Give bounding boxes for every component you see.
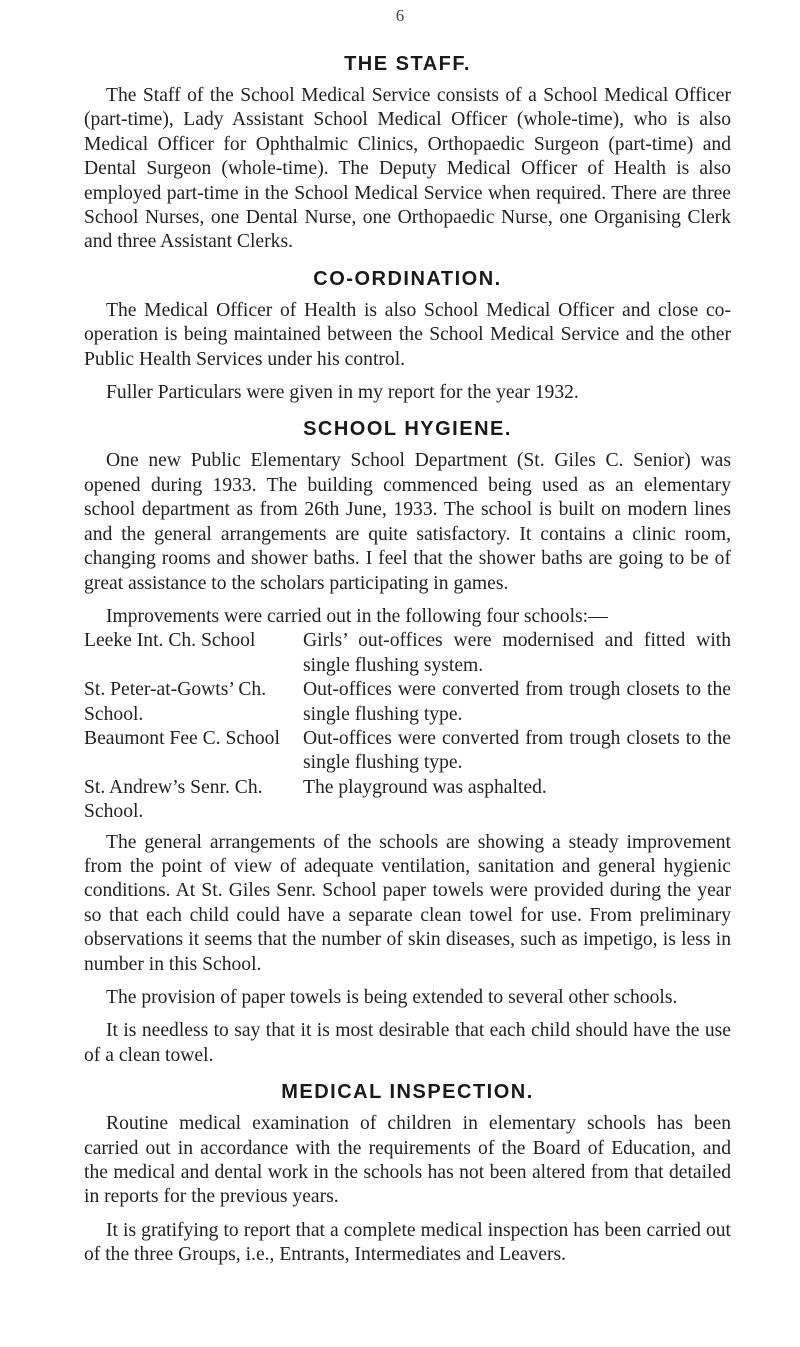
coordination-paragraph: The Medical Officer of Health is also School Medical Officer and close co-operation is being maintained between the School Medical Service and the other Public Health Services under his control. (84, 299, 731, 370)
table-row (84, 678, 731, 727)
hygiene-paragraph: It is needless to say that it is most desirable that each child should have the use of a clean towel. (84, 1020, 731, 1066)
improvement-description: Out-offices were converted from trough closets to the single flushing type. (303, 727, 731, 774)
improvement-description: Girls’ out-offices were modernised and fitted with single flushing system. (303, 630, 731, 676)
school-name: Leeke Int. Ch. School (84, 630, 256, 652)
coordination-heading: CO-ORDINATION. (313, 267, 502, 290)
improvements-intro: Improvements were carried out in the following four schools:— (106, 605, 608, 627)
hygiene-heading: SCHOOL HYGIENE. (303, 418, 512, 441)
school-name: Beaumont Fee C. School (84, 727, 280, 749)
inspection-paragraph: It is gratifying to report that a complete medical inspection has been carried out of the three Groups, i.e., Entrants, Intermediates and Leavers. (84, 1219, 731, 1266)
table-row (84, 727, 731, 776)
table-row (84, 776, 731, 825)
inspection-paragraph: Routine medical examination of children in elementary schools has been carried out in accordance with the requirements of the Board of Education, and the medical and dental work in the schools has not been altered from that detailed in reports for the previous years. (84, 1113, 731, 1208)
coordination-paragraph: Fuller Particulars were given in my report for the year 1932. (106, 382, 579, 404)
page-number: 6 (395, 6, 405, 25)
staff-heading: THE STAFF. (344, 53, 471, 75)
hygiene-paragraph: One new Public Elementary School Department (St. Giles C. Senior) was opened during 1933. The building commenced being used as an elementary school department as from 26th June, 1933. The school is built on modern lines and the general arrangements are quite satisfactory. It contains a clinic room, changing rooms and shower baths. I feel that the shower baths are going to be of great assistance to the scholars participating in games. (84, 450, 731, 594)
hygiene-paragraph: The provision of paper towels is being extended to several other schools. (106, 987, 678, 1008)
inspection-heading: MEDICAL INSPECTION. (281, 1081, 534, 1104)
inspection-section (84, 1078, 731, 1267)
coordination-section (84, 265, 731, 406)
staff-section (84, 50, 731, 255)
improvement-description: Out-offices were converted from trough closets to the single flushing type. (303, 679, 731, 725)
school-name: St. Andrew’s Senr. Ch. School. (84, 776, 263, 823)
table-row (84, 629, 731, 678)
page-content (84, 50, 731, 1277)
improvements-table (84, 629, 731, 824)
improvement-description: The playground was asphalted. (303, 776, 547, 798)
school-name: St. Peter-at-Gowts’ Ch. School. (84, 679, 267, 725)
hygiene-paragraph: The general arrangements of the schools are showing a steady improvement from the point of view of adequate ventilation, sanitation and general hygienic conditions. At St. Giles Senr. School paper towels were provided during the year so that each child could have a separate clean towel for use. From preliminary observations it seems that the number of skin diseases, such as impetigo, is less in number in this School. (84, 831, 731, 975)
hygiene-section (84, 415, 731, 1068)
staff-paragraph: The Staff of the School Medical Service consists of a School Medical Officer (part-time), Lady Assistant School Medical Officer (whole-time), who is also Medical Officer for Ophthalmic Clinics, Orthopaedic Surgeon (part-time) and Dental Surgeon (whole-time). The Deputy Medical Officer of Health is also employed part-time in the School Medical Service when required. There are three School Nurses, one Dental Nurse, one Orthopaedic Nurse, one Organising Clerk and three Assistant Clerks. (84, 85, 731, 253)
